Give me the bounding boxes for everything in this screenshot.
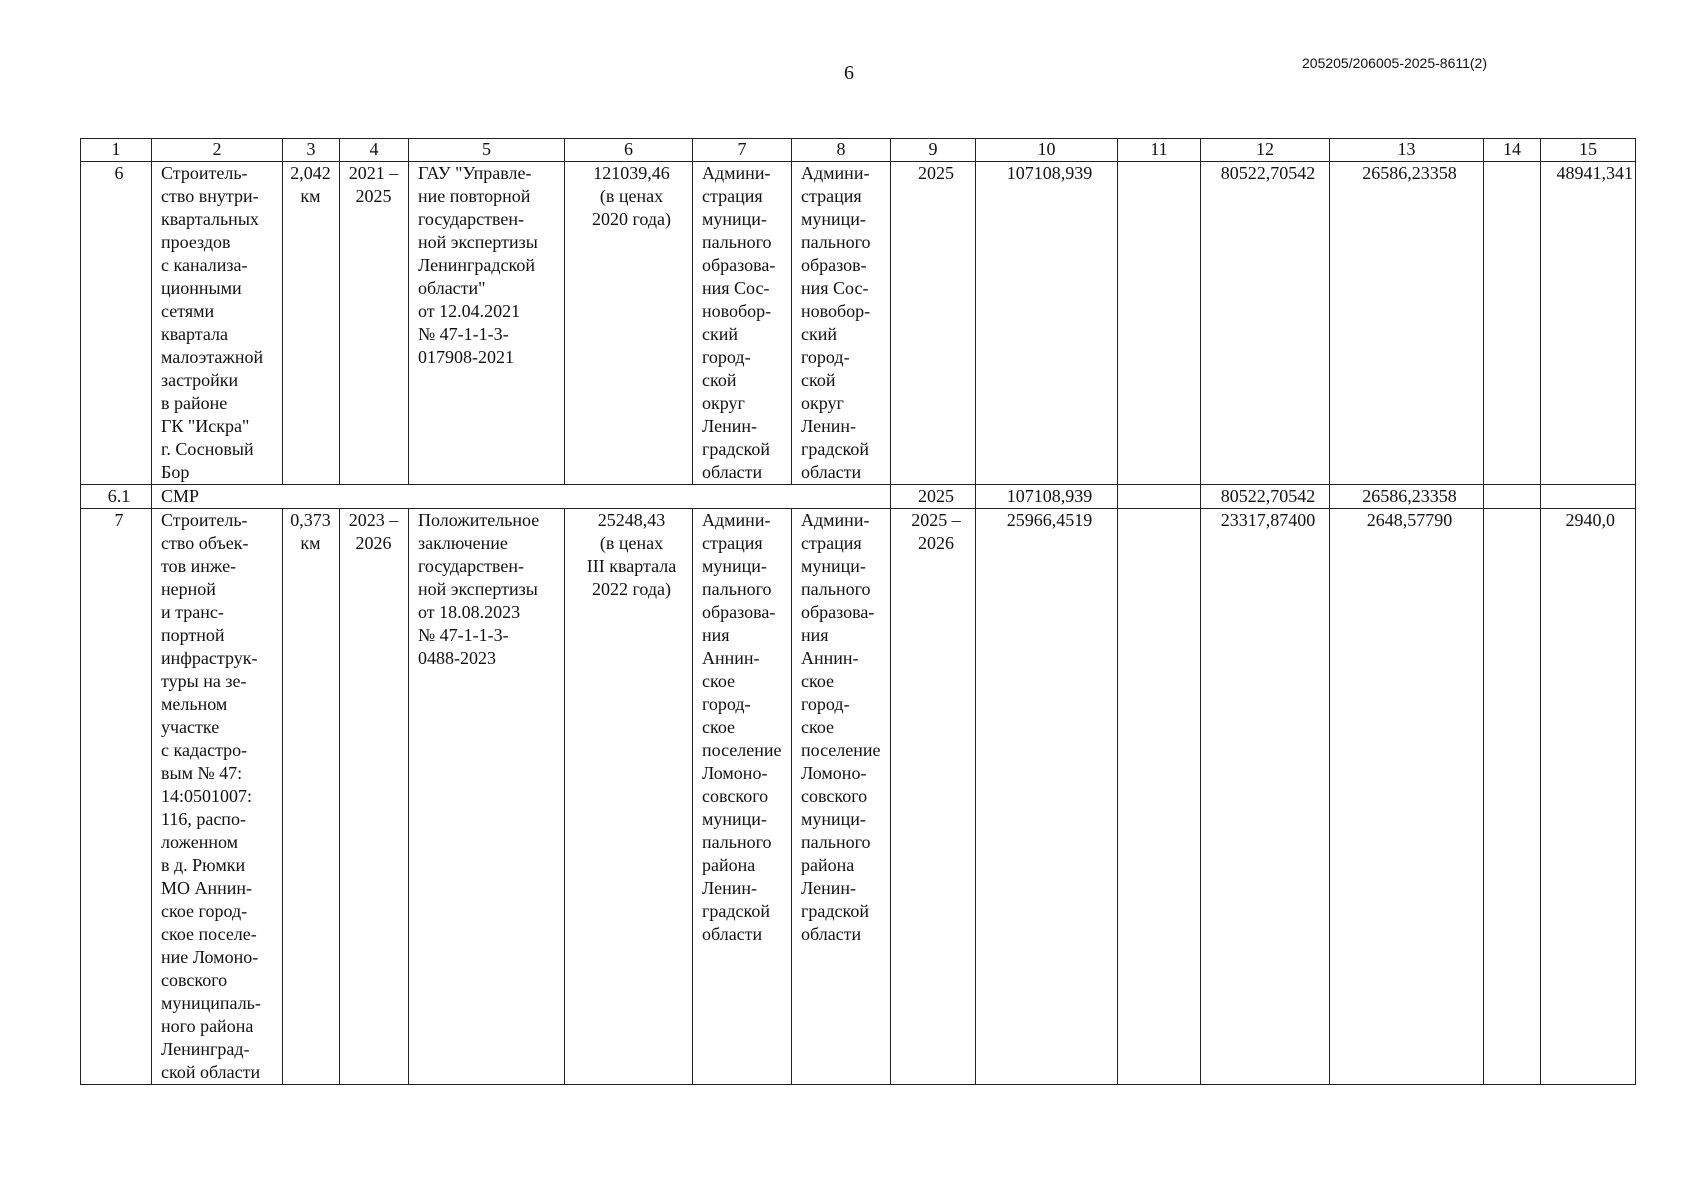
customer: Админи- страция муници- пального образова- ния Аннин- ское город- ское поселение Ломоно- совского муници- пального района Ленин- градской области [693,509,792,1085]
program-table [80,138,1636,1085]
column-number: 14 [1484,139,1541,162]
funding-year: 2025 – 2026 [891,509,976,1085]
other-funding [1484,485,1541,509]
table-row [81,509,1636,1085]
expertise-conclusion: ГАУ "Управле- ние повторной государствен- ной экспертизы Ленинградской области" от 12.04.2021 № 47-1-1-3- 017908-2021 [409,162,565,485]
column-number: 5 [409,139,565,162]
regional-funding: 80522,70542 [1201,162,1330,485]
column-number: 6 [565,139,693,162]
column-number: 13 [1330,139,1484,162]
local-funding: 2648,57790 [1330,509,1484,1085]
column-number: 15 [1541,139,1636,162]
federal-funding [1118,162,1201,485]
local-funding: 26586,23358 [1330,485,1484,509]
construction-period: 2023 – 2026 [340,509,409,1085]
customer: Админи- страция муници- пального образова- ния Сос- новобор- ский город- ской округ Ленин- градской области [693,162,792,485]
table-row [81,162,1636,485]
total-funding: 107108,939 [976,162,1118,485]
row-number: 6 [81,162,152,485]
column-number: 11 [1118,139,1201,162]
estimated-cost: 121039,46 (в ценах 2020 года) [565,162,693,485]
developer: Админи- страция муници- пального образов- ния Сос- новобор- ский город- ской округ Ленин- градской области [792,162,891,485]
funding-year: 2025 [891,485,976,509]
local-funding: 26586,23358 [1330,162,1484,485]
page-number: 6 [844,62,854,84]
table-row [81,485,1636,509]
expertise-conclusion: Положительное заключение государствен- ной экспертизы от 18.08.2023 № 47-1-1-3- 0488-2023 [409,509,565,1085]
column-number: 12 [1201,139,1330,162]
column-number: 1 [81,139,152,162]
estimated-cost: 25248,43 (в ценах III квартала 2022 года) [565,509,693,1085]
work-type: СМР [152,485,891,509]
other-funding [1484,162,1541,485]
column-number: 2 [152,139,283,162]
column-number: 8 [792,139,891,162]
column-15-value: 2940,0 [1541,509,1636,1085]
total-funding: 107108,939 [976,485,1118,509]
column-number: 9 [891,139,976,162]
column-number: 3 [283,139,340,162]
regional-funding: 80522,70542 [1201,485,1330,509]
column-number: 7 [693,139,792,162]
column-15-value: 48941,341 [1541,162,1636,485]
column-number: 10 [976,139,1118,162]
capacity: 0,373 км [283,509,340,1085]
document-id: 205205/206005-2025-8611(2) [1302,55,1488,71]
row-number: 7 [81,509,152,1085]
federal-funding [1118,485,1201,509]
construction-period: 2021 – 2025 [340,162,409,485]
other-funding [1484,509,1541,1085]
developer: Админи- страция муници- пального образова- ния Аннин- ское город- ское поселение Ломоно- совского муници- пального района Ленин- градской области [792,509,891,1085]
total-funding: 25966,4519 [976,509,1118,1085]
capacity: 2,042 км [283,162,340,485]
federal-funding [1118,509,1201,1085]
object-name: Строитель- ство внутри- квартальных проездов с канализа- ционными сетями квартала малоэтажной застройки в районе ГК "Искра" г. Сосновый Бор [152,162,283,485]
regional-funding: 23317,87400 [1201,509,1330,1085]
row-number: 6.1 [81,485,152,509]
object-name: Строитель- ство объек- тов инже- нерной и транс- портной инфраструк- туры на зе- мельном участке с кадастро- вым № 47: 14:0501007: 116, распо- ложенном в д. Рюмки МО Аннин- ское город- ское поселе- ние Ломоно- совского муниципаль- ного района Ленинград- ской области [152,509,283,1085]
column-15-value [1541,485,1636,509]
funding-year: 2025 [891,162,976,485]
column-number: 4 [340,139,409,162]
column-number-row [81,139,1636,162]
